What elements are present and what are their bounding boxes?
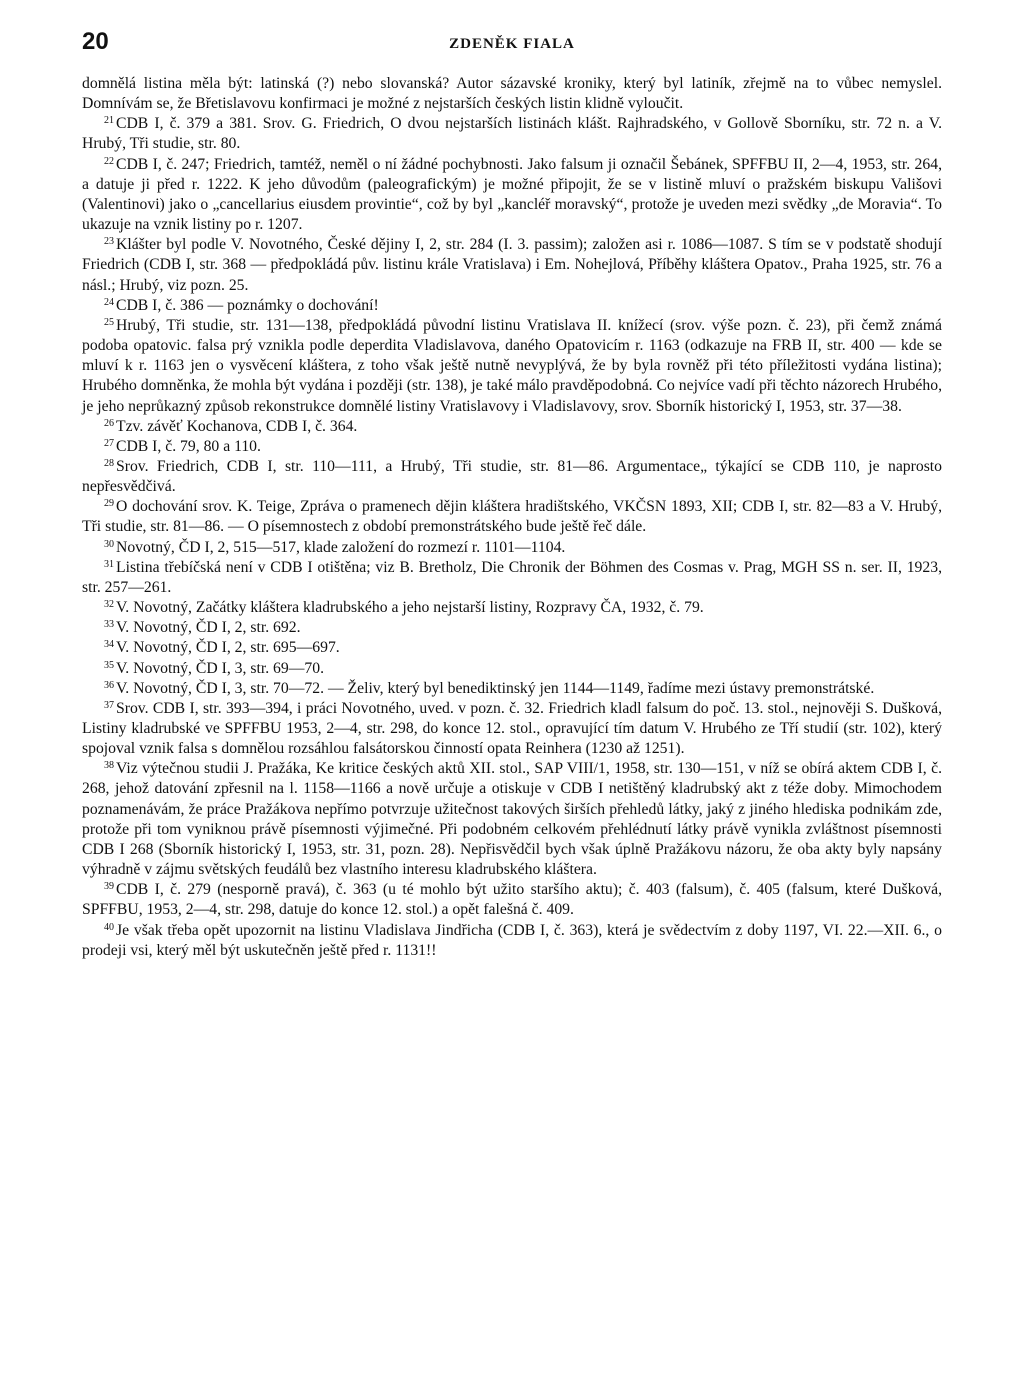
footnote-number: 27 (104, 437, 114, 449)
footnote-number: 30 (104, 538, 114, 550)
footnote-number: 24 (104, 296, 114, 308)
footnote (82, 699, 942, 759)
footnote-text: V. Novotný, ČD I, 2, str. 692. (116, 619, 301, 637)
footnote-number: 35 (104, 659, 114, 671)
footnote (82, 457, 942, 497)
footnote (82, 659, 942, 679)
footnote-text: Viz výtečnou studii J. Pražáka, Ke kritice českých aktů XII. stol., SAP VIII/1, 1958, str. 130—151, v níž se obírá aktem CDB I, č. 268, jehož datování zpřesnil na l. 1158—1166 a nově určuje a otiskuje v CDB I netištěný kladrubský akt z téže doby. Mimochodem poznamenávám, že práce Pražákova nepřímo potvrzuje užitečnost takových širších přehledů látky, jaký z jiného hlediska podnikám zde, protože při tom vyniknou právě písemnosti výjimečné. Při podobném celkovém přehlédnutí látky právě vynikla zvláštnost písemnosti CDB I 268 (Sborník historický I, 1953, str. 31, pozn. 28). Nepřisvědčil bych však úplně Pražákovu názoru, že oba akty byly napsány výhradně v zájmu světských feudálů bez vlastního interesu kladrubského kláštera. (82, 760, 942, 879)
footnote-text: Srov. Friedrich, CDB I, str. 110—111, a Hrubý, Tři studie, str. 81—86. Argumentace„ týkající se CDB 110, je naprosto nepřesvědčivá. (82, 457, 942, 496)
footnote (82, 558, 942, 598)
footnote (82, 598, 942, 618)
footnote-text: Listina třebíčská není v CDB I otištěna; viz B. Bretholz, Die Chronik der Böhmen des Cosmas v. Prag, MGH SS n. ser. II, 1923, str. 257—261. (82, 558, 942, 596)
footnote (82, 880, 942, 920)
footnote (82, 618, 942, 638)
footnotes (82, 114, 942, 961)
footnote (82, 679, 942, 699)
footnote-number: 39 (104, 881, 114, 893)
footnote (82, 538, 942, 558)
footnote-text: V. Novotný, Začátky kláštera kladrubského a jeho nejstarší listiny, Rozpravy ČA, 1932, č. 79. (116, 599, 704, 617)
text-body (82, 74, 942, 961)
footnote-text: O dochování srov. K. Teige, Zpráva o pramenech dějin kláštera hradištského, VKČSN 1893, XII; CDB I, str. 82—83 a V. Hrubý, Tři studie, str. 81—86. — O písemnostech z období premonstrátského bude ještě řeč dále. (82, 498, 942, 536)
footnote-number: 32 (104, 599, 114, 611)
footnote (82, 417, 942, 437)
footnote-text: CDB I, č. 279 (nesporně pravá), č. 363 (u té mohlo být užito staršího aktu); č. 403 (falsum), č. 405 (falsum, které Dušková, SPFFBU, 1953, 2—4, str. 298, datuje do konce 12. stol.) a opět falešná č. 409. (82, 881, 942, 919)
footnote-number: 33 (104, 619, 114, 631)
footnote-number: 22 (104, 155, 114, 167)
running-head: ZDENĚK FIALA (449, 36, 575, 52)
footnote-text: CDB I, č. 386 — poznámky o dochování! (116, 296, 379, 314)
footnote-number: 34 (104, 639, 114, 651)
footnote-number: 23 (104, 236, 114, 248)
footnote (82, 638, 942, 658)
footnote-text: CDB I, č. 247; Friedrich, tamtéž, neměl o ní žádné pochybnosti. Jako falsum ji označil Šebánek, SPFFBU II, 2—4, 1953, str. 264, a datuje ji před r. 1222. K jeho důvodům (paleografickým) je možné připojit, že se v listině mluví o pražském biskupu Vališovi (Valentinovi) jako o „cancellarius eiusdem provintie“, což by byl „kancléř moravský“, protože je uveden mezi svědky „de Moravia“. To ukazuje na vznik listiny po r. 1207. (82, 155, 942, 234)
footnote-text: Novotný, ČD I, 2, 515—517, klade založení do rozmezí r. 1101—1104. (116, 538, 566, 556)
footnote-number: 26 (104, 417, 114, 429)
footnote-number: 28 (104, 457, 114, 469)
footnote (82, 497, 942, 537)
footnote-number: 31 (104, 558, 114, 570)
page-number: 20 (82, 28, 109, 55)
footnote-number: 37 (104, 699, 114, 711)
footnote-text: V. Novotný, ČD I, 2, str. 695—697. (116, 639, 340, 657)
footnote-number: 38 (104, 760, 114, 772)
footnote-text: Klášter byl podle V. Novotného, České dějiny I, 2, str. 284 (I. 3. passim); založen asi r. 1086—1087. S tím se v podstatě shodují Friedrich (CDB I, str. 368 — předpokládá pův. listinu krále Vratislava) i Em. Nohejlová, Příběhy kláštera Opatov., Praha 1925, str. 76 a násl.; Hrubý, viz pozn. 25. (82, 236, 942, 294)
footnote (82, 437, 942, 457)
footnote (82, 114, 942, 154)
footnote-text: Tzv. závěť Kochanova, CDB I, č. 364. (116, 417, 358, 435)
footnote (82, 921, 942, 961)
footnote-text: V. Novotný, ČD I, 3, str. 70—72. — Želiv, který byl benediktinský jen 1144—1149, řadíme mezi ústavy premonstrátské. (116, 679, 875, 697)
footnote-number: 29 (104, 498, 114, 510)
footnote-text: CDB I, č. 79, 80 a 110. (116, 437, 261, 455)
footnote-number: 40 (104, 921, 114, 933)
footnote-number: 25 (104, 316, 114, 328)
intro-paragraph: domnělá listina měla být: latinská (?) nebo slovanská? Autor sázavské kroniky, který byl latiník, zřejmě na to vůbec nemyslel. Domnívám se, že Břetislavovu konfirmaci je možné z nejstarších českých listin klidně vyloučit. (82, 75, 942, 113)
footnote-text: V. Novotný, ČD I, 3, str. 69—70. (116, 659, 325, 677)
footnote-text: Srov. CDB I, str. 393—394, i práci Novotného, uved. v pozn. č. 32. Friedrich kladl falsum do poč. 13. stol., nejnověji S. Dušková, Listiny kladrubské ve SPFFBU 1953, 2—4, str. 298, do konce 12. stol., opravující tím datum V. Hrubého ze Tří studií (str. 102), který spojoval vznik falsa s domnělou rozsáhlou falsátorskou činností opata Reinhera (1230 až 1251). (82, 699, 942, 758)
footnote (82, 759, 942, 880)
footnote (82, 235, 942, 295)
footnote-number: 36 (104, 679, 114, 691)
page-header (82, 28, 942, 62)
footnote (82, 296, 942, 316)
footnote (82, 155, 942, 236)
footnote-text: CDB I, č. 379 a 381. Srov. G. Friedrich, O dvou nejstarších listinách klášt. Rajhradského, v Gollově Sborníku, str. 72 n. a V. Hrubý, Tři studie, str. 80. (82, 115, 942, 153)
footnote (82, 316, 942, 417)
footnote-text: Hrubý, Tři studie, str. 131—138, předpokládá původní listinu Vratislava II. knížecí (srov. výše pozn. č. 23), při čemž známá podoba opatovic. falsa prý vznikla podle deperdita Vladislavova, daného Opatovicím r. 1163 (odkazuje na FRB II, str. 400 — kde se mluví k r. 1163 jen o vysvěcení kláštera, z toho však ještě nutně nevyplývá, že by byla rovněž při této příležitosti vydána listina); Hrubého domněnka, že mohla být vydána i později (str. 138), je také málo pravděpodobná. Co nejvíce vadí při těchto názorech Hrubého, je jeho neprůkazný způsob rekonstrukce domnělé listiny Vratislavovy i Vladislavovy, srov. Sborník historický I, 1953, str. 37—38. (82, 316, 942, 415)
footnote-text: Je však třeba opět upozornit na listinu Vladislava Jindřicha (CDB I, č. 363), která je svědectvím z doby 1197, VI. 22.—XII. 6., o prodeji vsi, který měl být uskutečněn ještě před r. 1131!! (82, 921, 942, 959)
footnote-number: 21 (104, 115, 114, 127)
